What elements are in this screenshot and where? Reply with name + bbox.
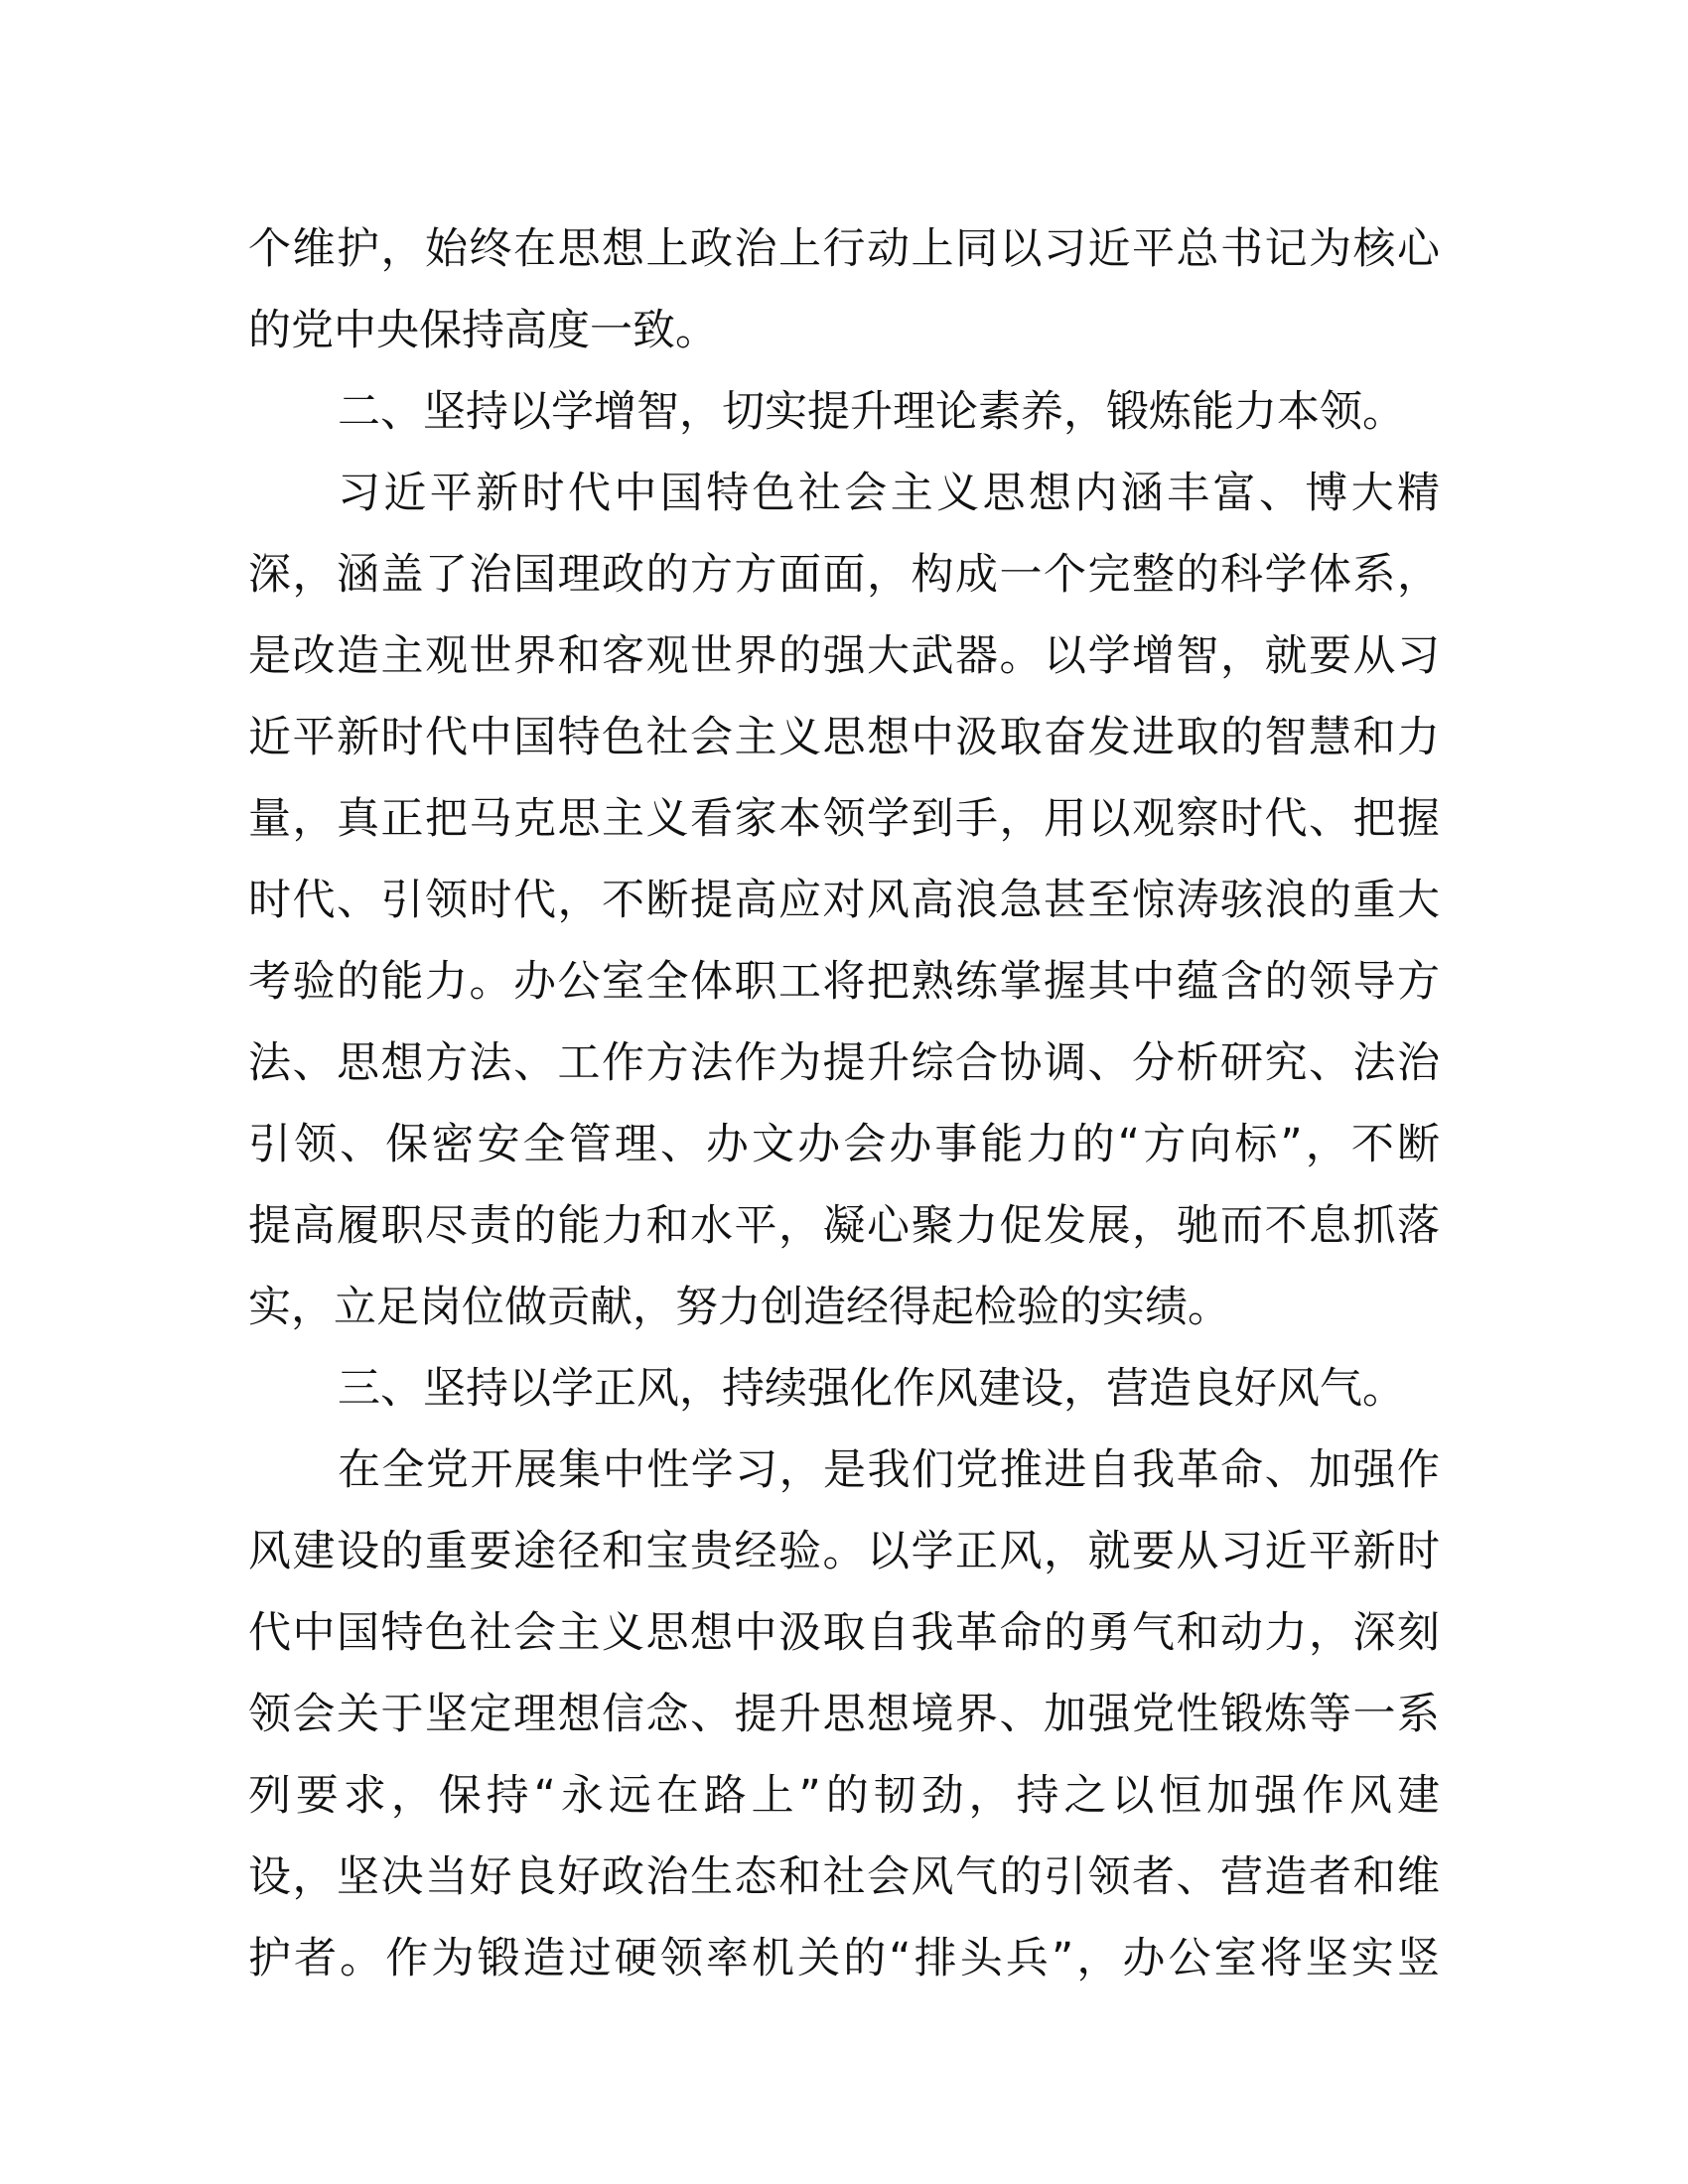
- text-line: 引领、保密安全管理、办文办会办事能力的“方向标”，不断: [248, 1120, 1440, 1169]
- text-line: 法、思想方法、工作方法作为提升综合协调、分析研究、法治: [248, 1038, 1440, 1088]
- section-heading: 三、坚持以学正风，持续强化作风建设，营造良好风气。: [338, 1364, 1405, 1414]
- text-line: 提高履职尽责的能力和水平，凝心聚力促发展，驰而不息抓落: [248, 1201, 1440, 1251]
- text-line: 护者。作为锻造过硬领率机关的“排头兵”，办公室将坚实竖: [248, 1934, 1440, 1983]
- text-line: 是改造主观世界和客观世界的强大武器。以学增智，就要从习: [248, 631, 1440, 681]
- text-line: 风建设的重要途径和宝贵经验。以学正风，就要从习近平新时: [248, 1527, 1440, 1576]
- text-line: 的党中央保持高度一致。: [248, 306, 718, 355]
- text-line: 深，涵盖了治国理政的方方面面，构成一个完整的科学体系，: [248, 550, 1440, 600]
- text-line: 在全党开展集中性学习，是我们党推进自我革命、加强作: [338, 1445, 1440, 1495]
- text-line: 列要求，保持“永远在路上”的韧劲，持之以恒加强作风建: [248, 1771, 1440, 1821]
- text-line: 时代、引领时代，不断提高应对风高浪急甚至惊涛骇浪的重大: [248, 876, 1440, 925]
- text-line: 个维护，始终在思想上政治上行动上同以习近平总书记为核心: [248, 224, 1440, 274]
- text-line: 近平新时代中国特色社会主义思想中汲取奋发进取的智慧和力: [248, 713, 1440, 762]
- text-line: 量，真正把马克思主义看家本领学到手，用以观察时代、把握: [248, 794, 1440, 844]
- text-line: 考验的能力。办公室全体职工将把熟练掌握其中蕴含的领导方: [248, 957, 1440, 1007]
- text-line: 实，立足岗位做贡献，努力创造经得起检验的实绩。: [248, 1283, 1230, 1332]
- section-heading: 二、坚持以学增智，切实提升理论素养，锻炼能力本领。: [338, 387, 1405, 437]
- document-body: [248, 208, 1440, 1999]
- text-line: 设，坚决当好良好政治生态和社会风气的引领者、营造者和维: [248, 1852, 1440, 1902]
- text-line: 习近平新时代中国特色社会主义思想内涵丰富、博大精: [338, 469, 1440, 518]
- text-line: 代中国特色社会主义思想中汲取自我革命的勇气和动力，深刻: [248, 1608, 1440, 1658]
- text-line: 领会关于坚定理想信念、提升思想境界、加强党性锻炼等一系: [248, 1690, 1440, 1739]
